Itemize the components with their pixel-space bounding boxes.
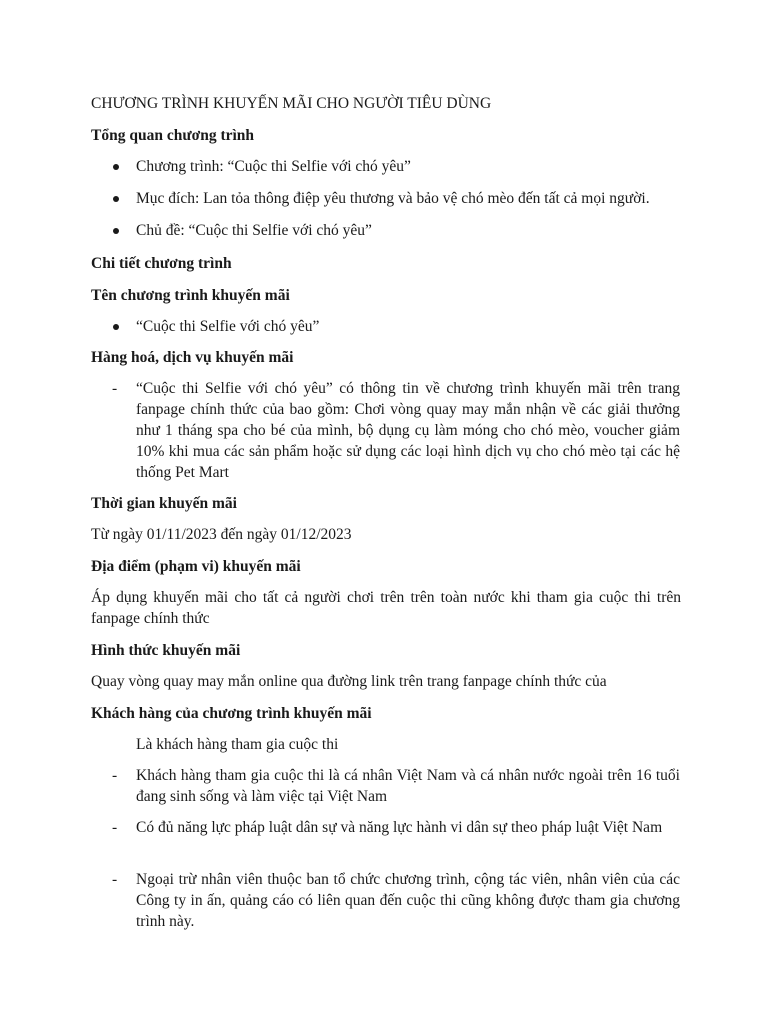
dash-marker: - <box>112 871 118 888</box>
heading-program-name: Tên chương trình khuyến mãi <box>91 287 290 304</box>
dash-marker: - <box>112 819 118 836</box>
list-item-text: Chương trình: “Cuộc thi Selfie với chó yêu” <box>136 158 411 175</box>
dash-marker: - <box>112 380 118 397</box>
customers-intro: Là khách hàng tham gia cuộc thi <box>136 736 339 753</box>
heading-form: Hình thức khuyến mãi <box>91 642 241 659</box>
heading-goods-services: Hàng hoá, dịch vụ khuyến mãi <box>91 349 294 366</box>
list-item-text: “Cuộc thi Selfie với chó yêu” <box>136 318 320 335</box>
bullet-icon <box>113 164 119 170</box>
heading-details: Chi tiết chương trình <box>91 255 232 272</box>
bullet-icon <box>113 196 119 202</box>
goods-description: “Cuộc thi Selfie với chó yêu” có thông tin về chương trình khuyến mãi trên trang fanpage chính thức của bao gồm: Chơi vòng quay may mắn nhận về các giải thưởng như 1 tháng spa cho bé của mình, bộ dụng cụ làm móng cho chó mèo, voucher giảm 10% khi mua các sản phẩm hoặc sử dụng các loại hình dịch vụ cho chó mèo tại các hệ thống Pet Mart <box>136 380 680 481</box>
heading-customers: Khách hàng của chương trình khuyến mãi <box>91 705 372 722</box>
list-item-text: Mục đích: Lan tỏa thông điệp yêu thương và bảo vệ chó mèo đến tất cả mọi người. <box>136 190 650 207</box>
bullet-icon <box>113 324 119 330</box>
form-text: Quay vòng quay may mắn online qua đường link trên trang fanpage chính thức của <box>91 673 607 690</box>
time-text: Từ ngày 01/11/2023 đến ngày 01/12/2023 <box>91 526 352 543</box>
list-item-text: Có đủ năng lực pháp luật dân sự và năng lực hành vi dân sự theo pháp luật Việt Nam <box>136 819 663 836</box>
list-item-text: Chủ đề: “Cuộc thi Selfie với chó yêu” <box>136 222 372 239</box>
heading-place: Địa điểm (phạm vi) khuyến mãi <box>91 558 301 575</box>
list-item-text: Khách hàng tham gia cuộc thi là cá nhân Việt Nam và cá nhân nước ngoài trên 16 tuổi đang sinh sống và làm việc tại Việt Nam <box>136 767 680 805</box>
list-item-text: Ngoại trừ nhân viên thuộc ban tổ chức chương trình, cộng tác viên, nhân viên của các Công ty in ấn, quảng cáo có liên quan đến cuộc thi cũng không được tham gia chương trình này. <box>136 871 680 930</box>
bullet-icon <box>113 228 119 234</box>
place-text: Áp dụng khuyến mãi cho tất cả người chơi trên trên toàn nước khi tham gia cuộc thi trên fanpage chính thức <box>91 589 681 627</box>
heading-time: Thời gian khuyến mãi <box>91 495 237 512</box>
dash-marker: - <box>112 767 118 784</box>
heading-overview: Tổng quan chương trình <box>91 127 255 144</box>
document-title: CHƯƠNG TRÌNH KHUYẾN MÃI CHO NGƯỜI TIÊU DÙNG <box>91 95 492 112</box>
